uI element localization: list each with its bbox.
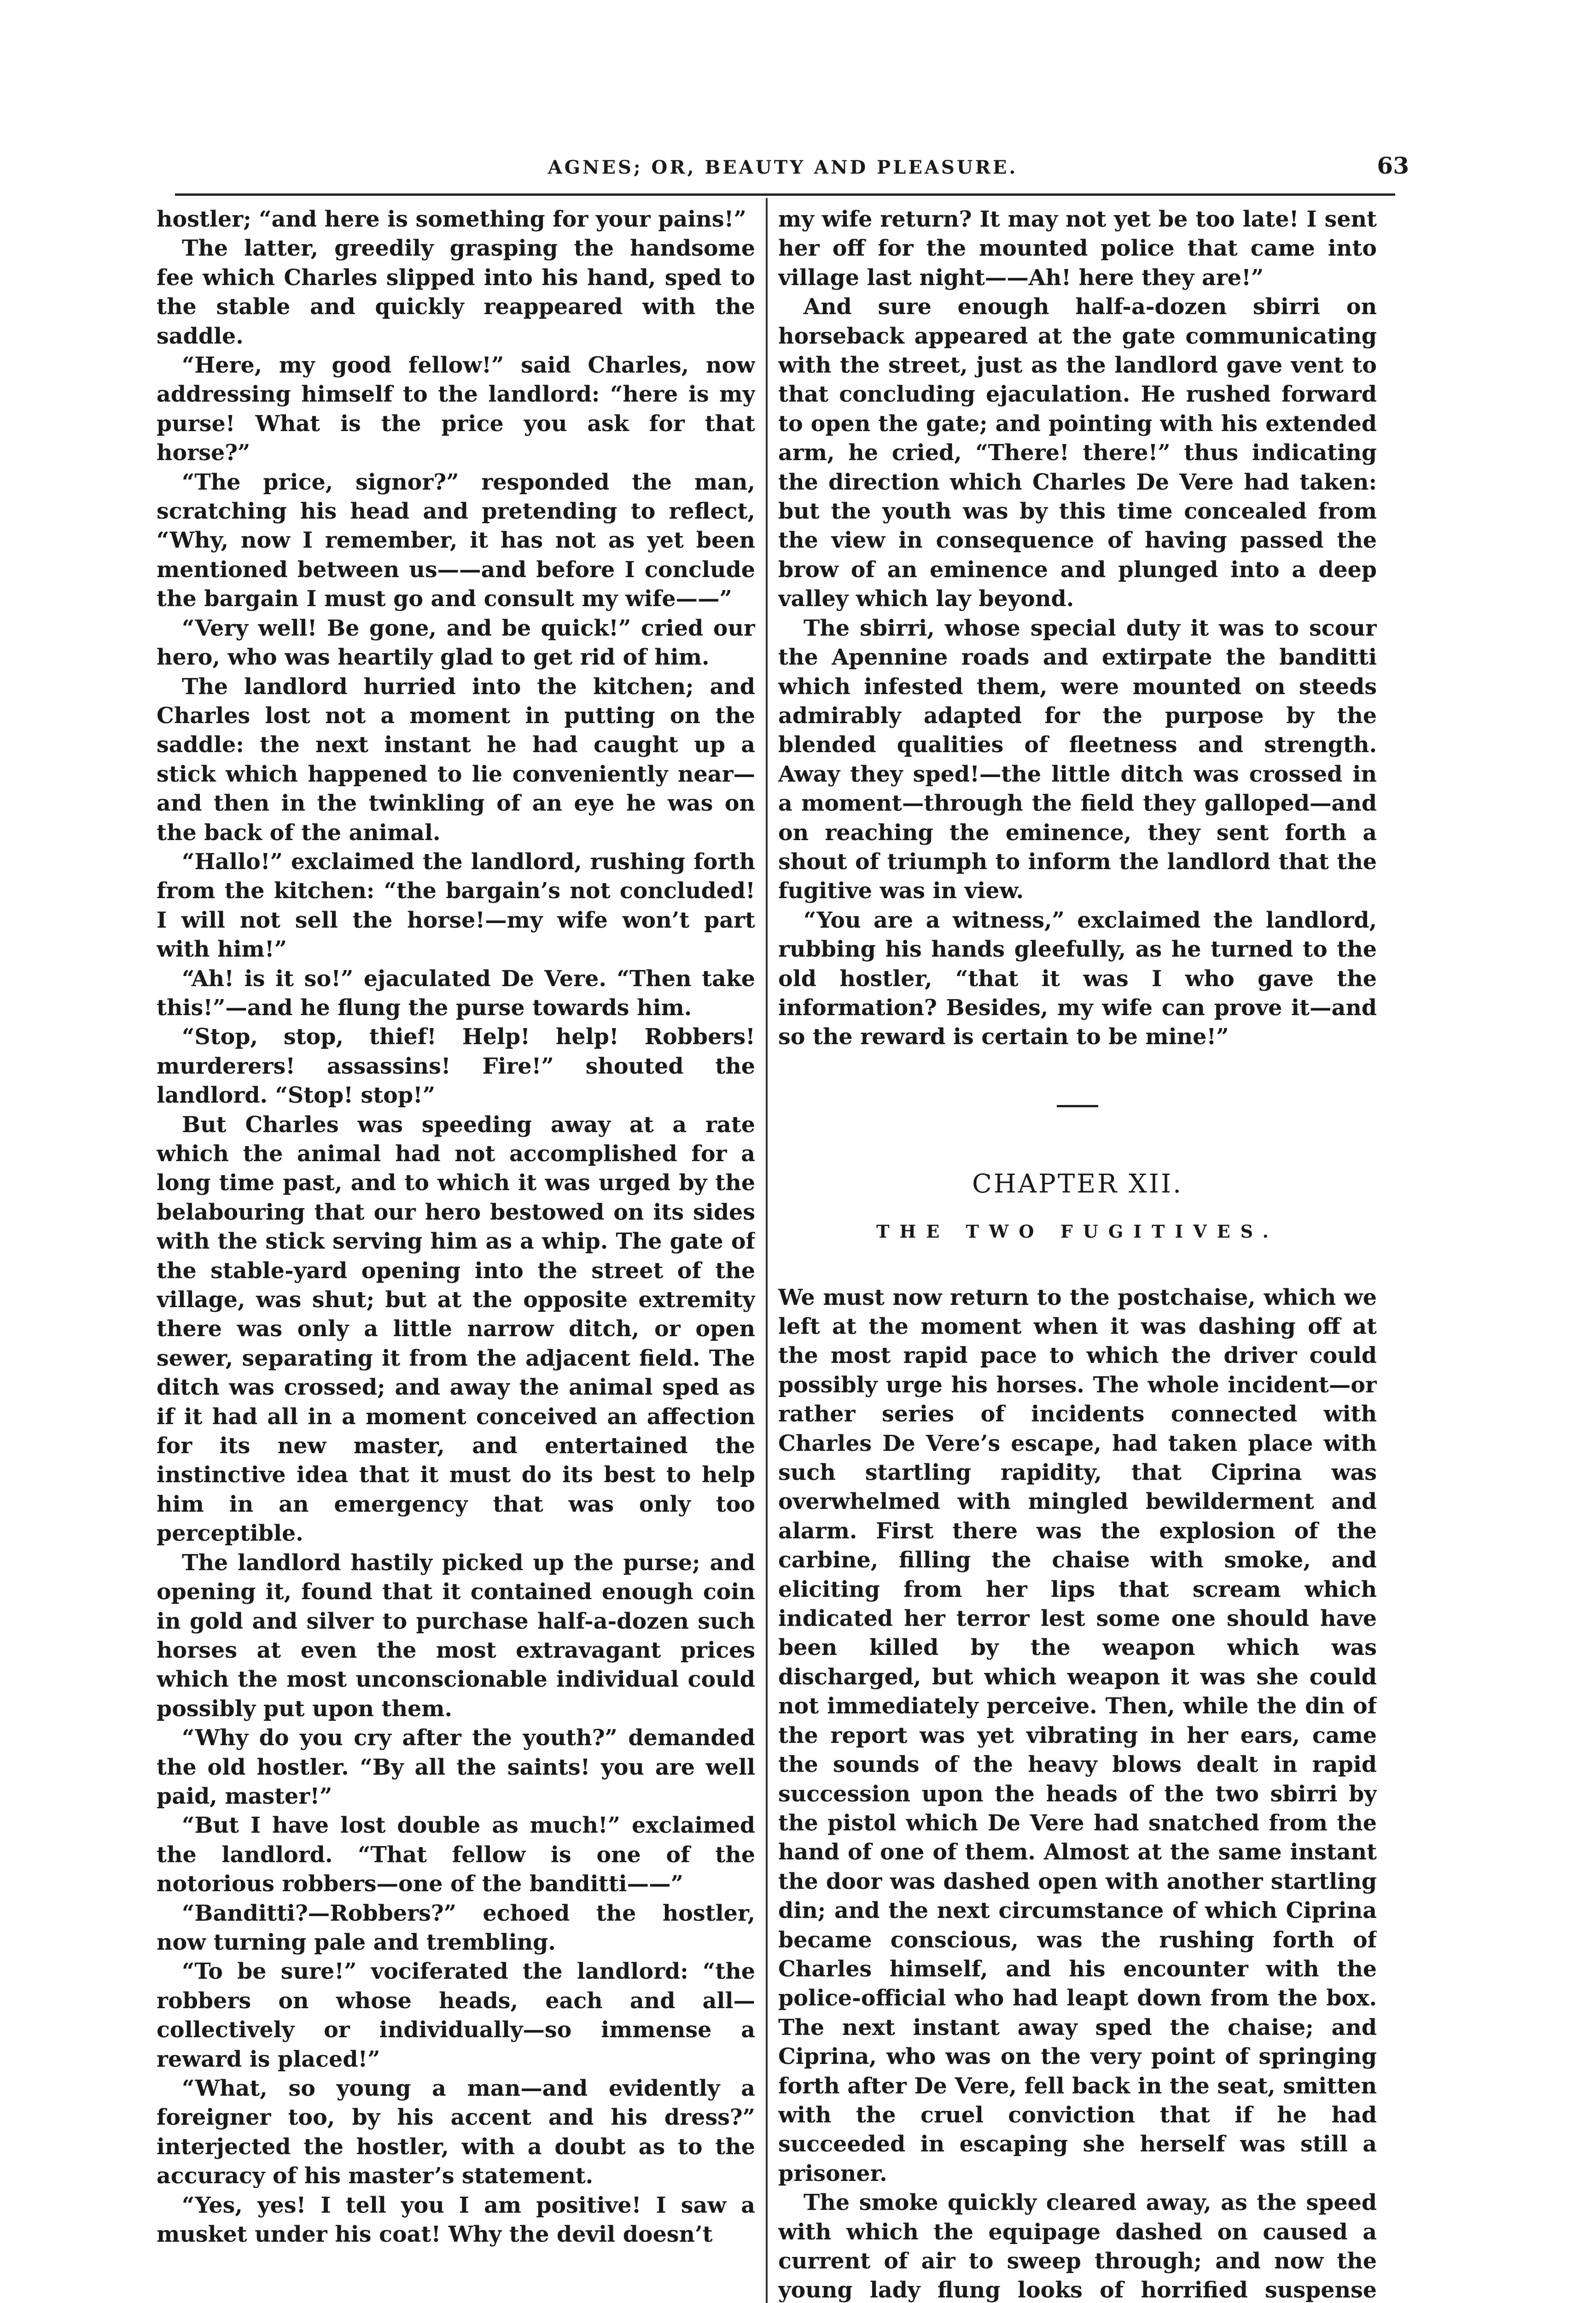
header-rule — [175, 193, 1395, 196]
running-head — [152, 152, 1414, 193]
paragraph: The latter, greedily grasping the handsome fee which Charles slipped into his hand, sped to the stable and quickly reappeared with the saddle. — [157, 235, 755, 349]
left-column — [157, 205, 755, 2303]
paragraph: “Why do you cry after the youth?” demanded the old hostler. “By all the saints! you are well paid, master!” — [157, 1725, 755, 1809]
running-title: AGNES; OR, BEAUTY AND PLEASURE. — [548, 157, 1018, 178]
paragraph: “You are a witness,” exclaimed the landlord, rubbing his hands gleefully, as he turned to the old hostler, “that it was I who gave the information? Besides, my wife can prove it—and so the reward is certain to be mine!” — [778, 907, 1377, 1050]
paragraph: The sbirri, whose special duty it was to scour the Apennine roads and extirpate the banditti which infested them, were mounted on steeds admirably adapted for the purpose by the blended qualities of fleetness and strength. Away they sped!—the little ditch was crossed in a moment—through the field they galloped—and on reaching the eminence, they sent forth a shout of triumph to inform the landlord that the fugitive was in view. — [778, 615, 1377, 904]
paragraph: “Hallo!” exclaimed the landlord, rushing forth from the kitchen: “the bargain’s not concluded! I will not sell the horse!—my wife won’t part with him!” — [157, 848, 755, 963]
paragraph: hostler; “and here is something for your pains!” — [157, 206, 746, 232]
paragraph: “What, so young a man—and evidently a foreigner too, by his accent and his dress?” interjected the hostler, with a doubt as to the accuracy of his master’s statement. — [157, 2075, 755, 2189]
paragraph: “To be sure!” vociferated the landlord: “the robbers on whose heads, each and all—collectively or individually—so immense a reward is placed!” — [157, 1958, 755, 2072]
paragraph: The landlord hurried into the kitchen; and Charles lost not a moment in putting on the saddle: the next instant he had caught up a stick which happened to lie conveniently near—and then in the twinkling of an eye he was on the back of the animal. — [157, 673, 755, 846]
right-column — [778, 205, 1377, 2303]
chapter-divider-rule — [1057, 1105, 1098, 1107]
column-divider — [766, 198, 768, 2303]
paragraph: But Charles was speeding away at a rate which the animal had not accomplished for a long time past, and to which it was urged by the belabouring that our hero bestowed on its sides with the stick serving him as a whip. The gate of the stable-yard opening into the street of the village, was shut; but at the opposite extremity there was only a little narrow ditch, or open sewer, separating it from the adjacent field. The ditch was crossed; and away the animal sped as if it had all in a moment conceived an affection for its new master, and entertained the instinctive idea that it must do its best to help him in an emergency that was only too perceptible. — [157, 1111, 755, 1547]
paragraph: “Stop, stop, thief! Help! help! Robbers! murderers! assassins! Fire!” shouted the landlord. “Stop! stop!” — [157, 1024, 755, 1109]
paragraph: my wife return? It may not yet be too late! I sent her off for the mounted police that came into village last night——Ah! here they are!” — [778, 206, 1377, 291]
paragraph: “Ah! is it so!” ejaculated De Vere. “Then take this!”—and he flung the purse towards him. — [157, 965, 755, 1021]
paragraph: We must now return to the postchaise, which we left at the moment when it was dashing off at the most rapid pace to which the driver could possibly urge his horses. The whole incident—or rather series of incidents connected with Charles De Vere’s escape, had taken place with such startling rapidity, that Ciprina was overwhelmed with mingled bewilderment and alarm. First there was the explosion of the carbine, filling the chaise with smoke, and eliciting from her lips that scream which indicated her terror lest some one should have been killed by the weapon which was discharged, but which weapon it was she could not immediately perceive. Then, while the din of the report was yet vibrating in her ears, came the sounds of the heavy blows dealt in rapid succession upon the heads of the two sbirri by the pistol which De Vere had snatched from the hand of one of them. Almost at the same instant the door was dashed open with another startling din; and the next circumstance of which Ciprina became conscious, was the rushing forth of Charles himself, and his encounter with the police-official who had leapt down from the box. The next instant away sped the chaise; and Ciprina, who was on the very point of springing forth after De Vere, fell back in the seat, smitten with the cruel conviction that if he had succeeded in escaping she herself was still a prisoner. — [778, 1284, 1377, 2186]
paragraph: “Very well! Be gone, and be quick!” cried our hero, who was heartily glad to get rid of him. — [157, 615, 755, 671]
chapter-subtitle: THE TWO FUGITIVES. — [876, 1221, 1279, 1242]
paragraph: “Banditti?—Robbers?” echoed the hostler, now turning pale and trembling. — [157, 1900, 755, 1955]
chapter-heading: CHAPTER XII. — [972, 1169, 1183, 1199]
paragraph: And sure enough half-a-dozen sbirri on horseback appeared at the gate communicating with the street, just as the landlord gave vent to that concluding ejaculation. He rushed forward to open the gate; and pointing with his extended arm, he cried, “There! there!” thus indicating the direction which Charles De Vere had taken: but the youth was by this time concealed from the view in consequence of having passed the brow of an eminence and plunged into a deep valley which lay beyond. — [778, 294, 1377, 612]
paragraph: “But I have lost double as much!” exclaimed the landlord. “That fellow is one of the notorious robbers—one of the banditti——” — [157, 1812, 755, 1897]
page-number: 63 — [1377, 152, 1409, 179]
paragraph: “The price, signor?” responded the man, scratching his head and pretending to reflect, “Why, now I remember, it has not as yet been mentioned between us——and before I conclude the bargain I must go and consult my wife——” — [157, 469, 755, 612]
paragraph: “Yes, yes! I tell you I am positive! I saw a musket under his coat! Why the devil doesn’t — [157, 2192, 755, 2248]
paragraph: The smoke quickly cleared away, as the speed with which the equipage dashed on caused a current of air to sweep through; and now the young lady flung looks of horrified suspense — [778, 2190, 1377, 2303]
paragraph: “Here, my good fellow!” said Charles, now addressing himself to the landlord: “here is my purse! What is the price you ask for that horse?” — [157, 352, 755, 466]
paragraph: The landlord hastily picked up the purse; and opening it, found that it contained enough coin in gold and silver to purchase half-a-dozen such horses at even the most extravagant prices which the most unconscionable individual could possibly put upon them. — [157, 1549, 755, 1722]
